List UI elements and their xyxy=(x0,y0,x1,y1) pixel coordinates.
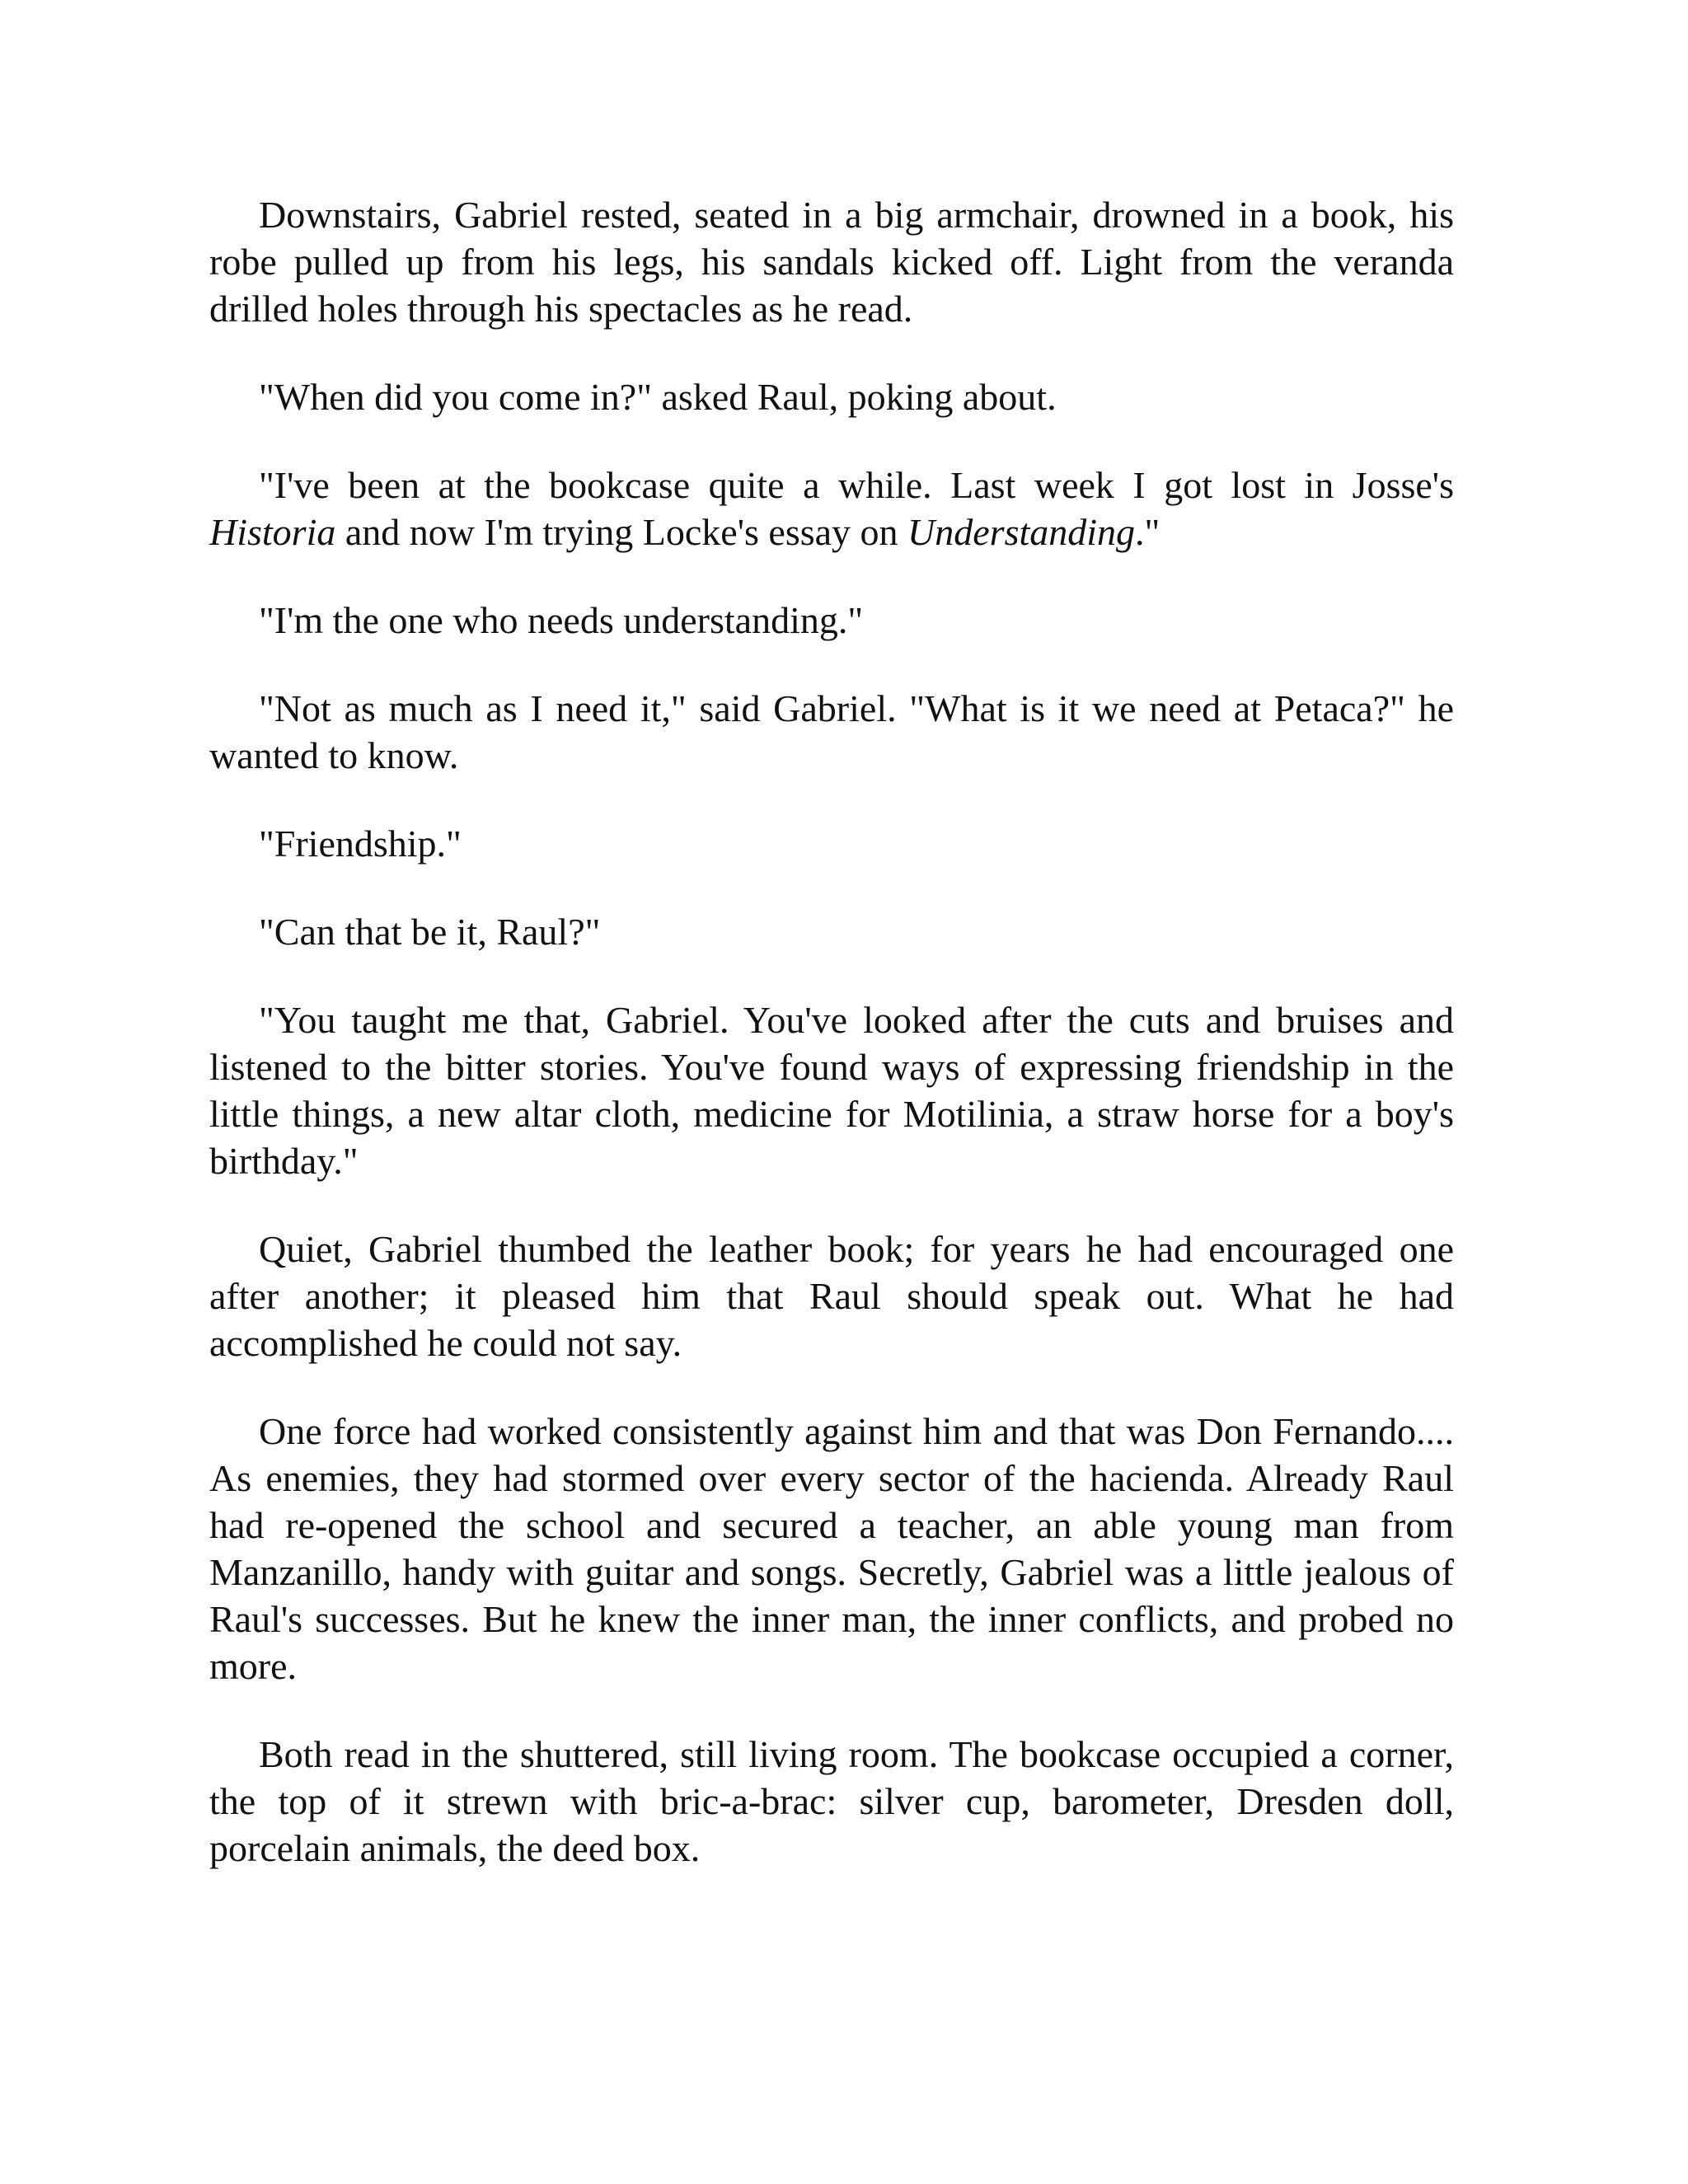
paragraph-text: "I've been at the bookcase quite a while. Last week I got lost in Josse's xyxy=(259,464,1454,506)
paragraph-3 xyxy=(209,462,1454,555)
paragraph-8 xyxy=(209,996,1454,1184)
paragraph-6 xyxy=(209,820,1454,867)
paragraph-text: "You taught me that, Gabriel. You've looked after the cuts and bruises and listened to the bitter stories. You've found ways of expressing friendship in the little things, a new altar cloth, medicine for Motilinia, a straw horse for a boy's birthday." xyxy=(209,999,1454,1182)
paragraph-text: ." xyxy=(1135,511,1160,553)
paragraph-text: "When did you come in?" asked Raul, poking about. xyxy=(259,376,1057,418)
book-title-understanding: Understanding xyxy=(907,511,1136,553)
paragraph-text: "Can that be it, Raul?" xyxy=(259,911,601,953)
paragraph-text: and now I'm trying Locke's essay on xyxy=(335,511,908,553)
paragraph-text: "Friendship." xyxy=(259,823,462,865)
paragraph-11 xyxy=(209,1731,1454,1872)
paragraph-5 xyxy=(209,685,1454,779)
paragraph-text: Both read in the shuttered, still living room. The bookcase occupied a corner, the top of it strewn with bric-a-brac: silver cup, barometer, Dresden doll, porcelain animals, the deed box. xyxy=(209,1733,1454,1869)
book-title-historia: Historia xyxy=(209,511,336,553)
paragraph-9 xyxy=(209,1226,1454,1366)
document-page xyxy=(209,191,1454,1913)
paragraph-4 xyxy=(209,597,1454,644)
paragraph-1 xyxy=(209,191,1454,332)
paragraph-text: "Not as much as I need it," said Gabriel. "What is it we need at Petaca?" he wanted to know. xyxy=(209,687,1454,776)
paragraph-text: Downstairs, Gabriel rested, seated in a big armchair, drowned in a book, his robe pulled up from his legs, his sandals kicked off. Light from the veranda drilled holes through his spectacles as he read. xyxy=(209,194,1454,330)
paragraph-text: One force had worked consistently against him and that was Don Fernando.... As enemies, they had stormed over every sector of the hacienda. Already Raul had re-opened the school and secured a teacher, an able young man from Manzanillo, handy with guitar and songs. Secretly, Gabriel was a little jealous of Raul's successes. But he knew the inner man, the inner conflicts, and probed no more. xyxy=(209,1410,1454,1687)
paragraph-text: Quiet, Gabriel thumbed the leather book; for years he had encouraged one after another; it pleased him that Raul should speak out. What he had accomplished he could not say. xyxy=(209,1228,1454,1364)
paragraph-2 xyxy=(209,373,1454,420)
paragraph-7 xyxy=(209,908,1454,955)
paragraph-10 xyxy=(209,1408,1454,1690)
paragraph-text: "I'm the one who needs understanding." xyxy=(259,599,864,641)
